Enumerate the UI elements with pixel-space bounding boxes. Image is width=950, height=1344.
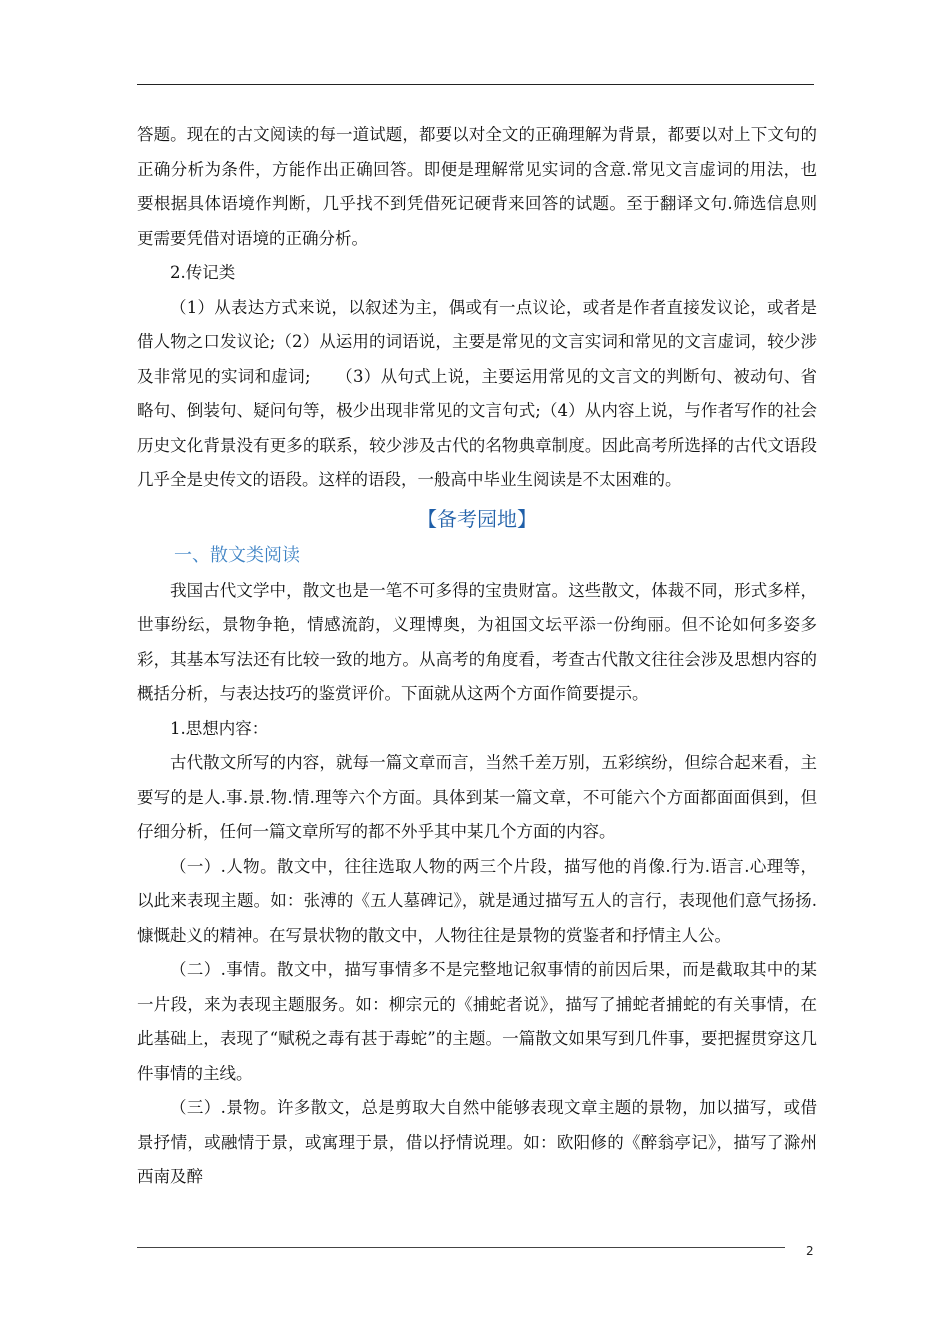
page-number: 2 (806, 1244, 814, 1258)
paragraph-thought-content: 古代散文所写的内容，就每一篇文章而言，当然千差万别，五彩缤纷，但综合起来看，主要写的是人.事.景.物.情.理等六个方面。具体到某一篇文章，不可能六个方面都面面俱到，但仔细分析，任何一篇文章所写的都不外乎其中某几个方面的内容。 (137, 753, 817, 841)
paragraph-prose-intro: 我国古代文学中，散文也是一笔不可多得的宝贵财富。这些散文，体裁不同，形式多样，世事纷纭，景物争艳，情感流韵，义理博奥，为祖国文坛平添一份绚丽。但不论如何多姿多彩，其基本写法还有比较一致的地方。从高考的角度看，考查古代散文往往会涉及思想内容的概括分析，与表达技巧的鉴赏评价。下面就从这两个方面作简要提示。 (137, 580, 817, 703)
section-title: 【备考园地】 (417, 506, 537, 531)
page-content (137, 118, 817, 1195)
paragraph-characters: （一）.人物。散文中，往往选取人物的两三个片段，描写他的肖像.行为.语言.心理等，以此来表现主题。如：张溥的《五人墓碑记》，就是通过描写五人的言行，表现他们意气扬扬.慷慨赴义的精神。在写景状物的散文中，人物往往是景物的赏鉴者和抒情主人公。 (137, 856, 817, 945)
paragraph-events: （二）.事情。散文中，描写事情多不是完整地记叙事情的前因后果，而是截取其中的某一片段，来为表现主题服务。如：柳宗元的《捕蛇者说》，描写了捕蛇者捕蛇的有关事情，在此基础上，表现了“赋税之毒有甚于毒蛇”的主题。一篇散文如果写到几件事，要把握贯穿这几件事情的主线。 (137, 960, 817, 1083)
footer-rule (137, 1247, 785, 1248)
subheading-thought-content: 1.思想内容： (170, 718, 269, 738)
section-subtitle: 一、散文类阅读 (174, 544, 300, 566)
paragraph-biography: （1）从表达方式来说，以叙述为主，偶或有一点议论，或者是作者直接发议论，或者是借人物之口发议论;（2）从运用的词语说，主要是常见的文言实词和常见的文言虚词，较少涉及非常见的实词和虚词; （3）从句式上说，主要运用常见的文言文的判断句、被动句、省略句、倒装句、疑问句等，极少出现非常见的文言句式;（4）从内容上说，与作者写作的社会历史文化背景没有更多的联系，较少涉及古代的名物典章制度。因此高考所选择的古代文语段几乎全是史传文的语段。这样的语段，一般高中毕业生阅读是不太困难的。 (137, 297, 817, 489)
paragraph-continuation: 答题。现在的古文阅读的每一道试题，都要以对全文的正确理解为背景，都要以对上下文句的正确分析为条件，方能作出正确回答。即便是理解常见实词的含意.常见文言虚词的用法，也要根据具体语境作判断，几乎找不到凭借死记硬背来回答的试题。至于翻译文句.筛选信息则更需要凭借对语境的正确分析。 (137, 125, 817, 248)
header-rule (137, 84, 814, 85)
subheading-biography: 2.传记类 (170, 263, 236, 282)
paragraph-scenery: （三）.景物。许多散文，总是剪取大自然中能够表现文章主题的景物，加以描写，或借景抒情，或融情于景，或寓理于景，借以抒情说理。如：欧阳修的《醉翁亭记》，描写了滁州西南及醉 (137, 1098, 817, 1186)
